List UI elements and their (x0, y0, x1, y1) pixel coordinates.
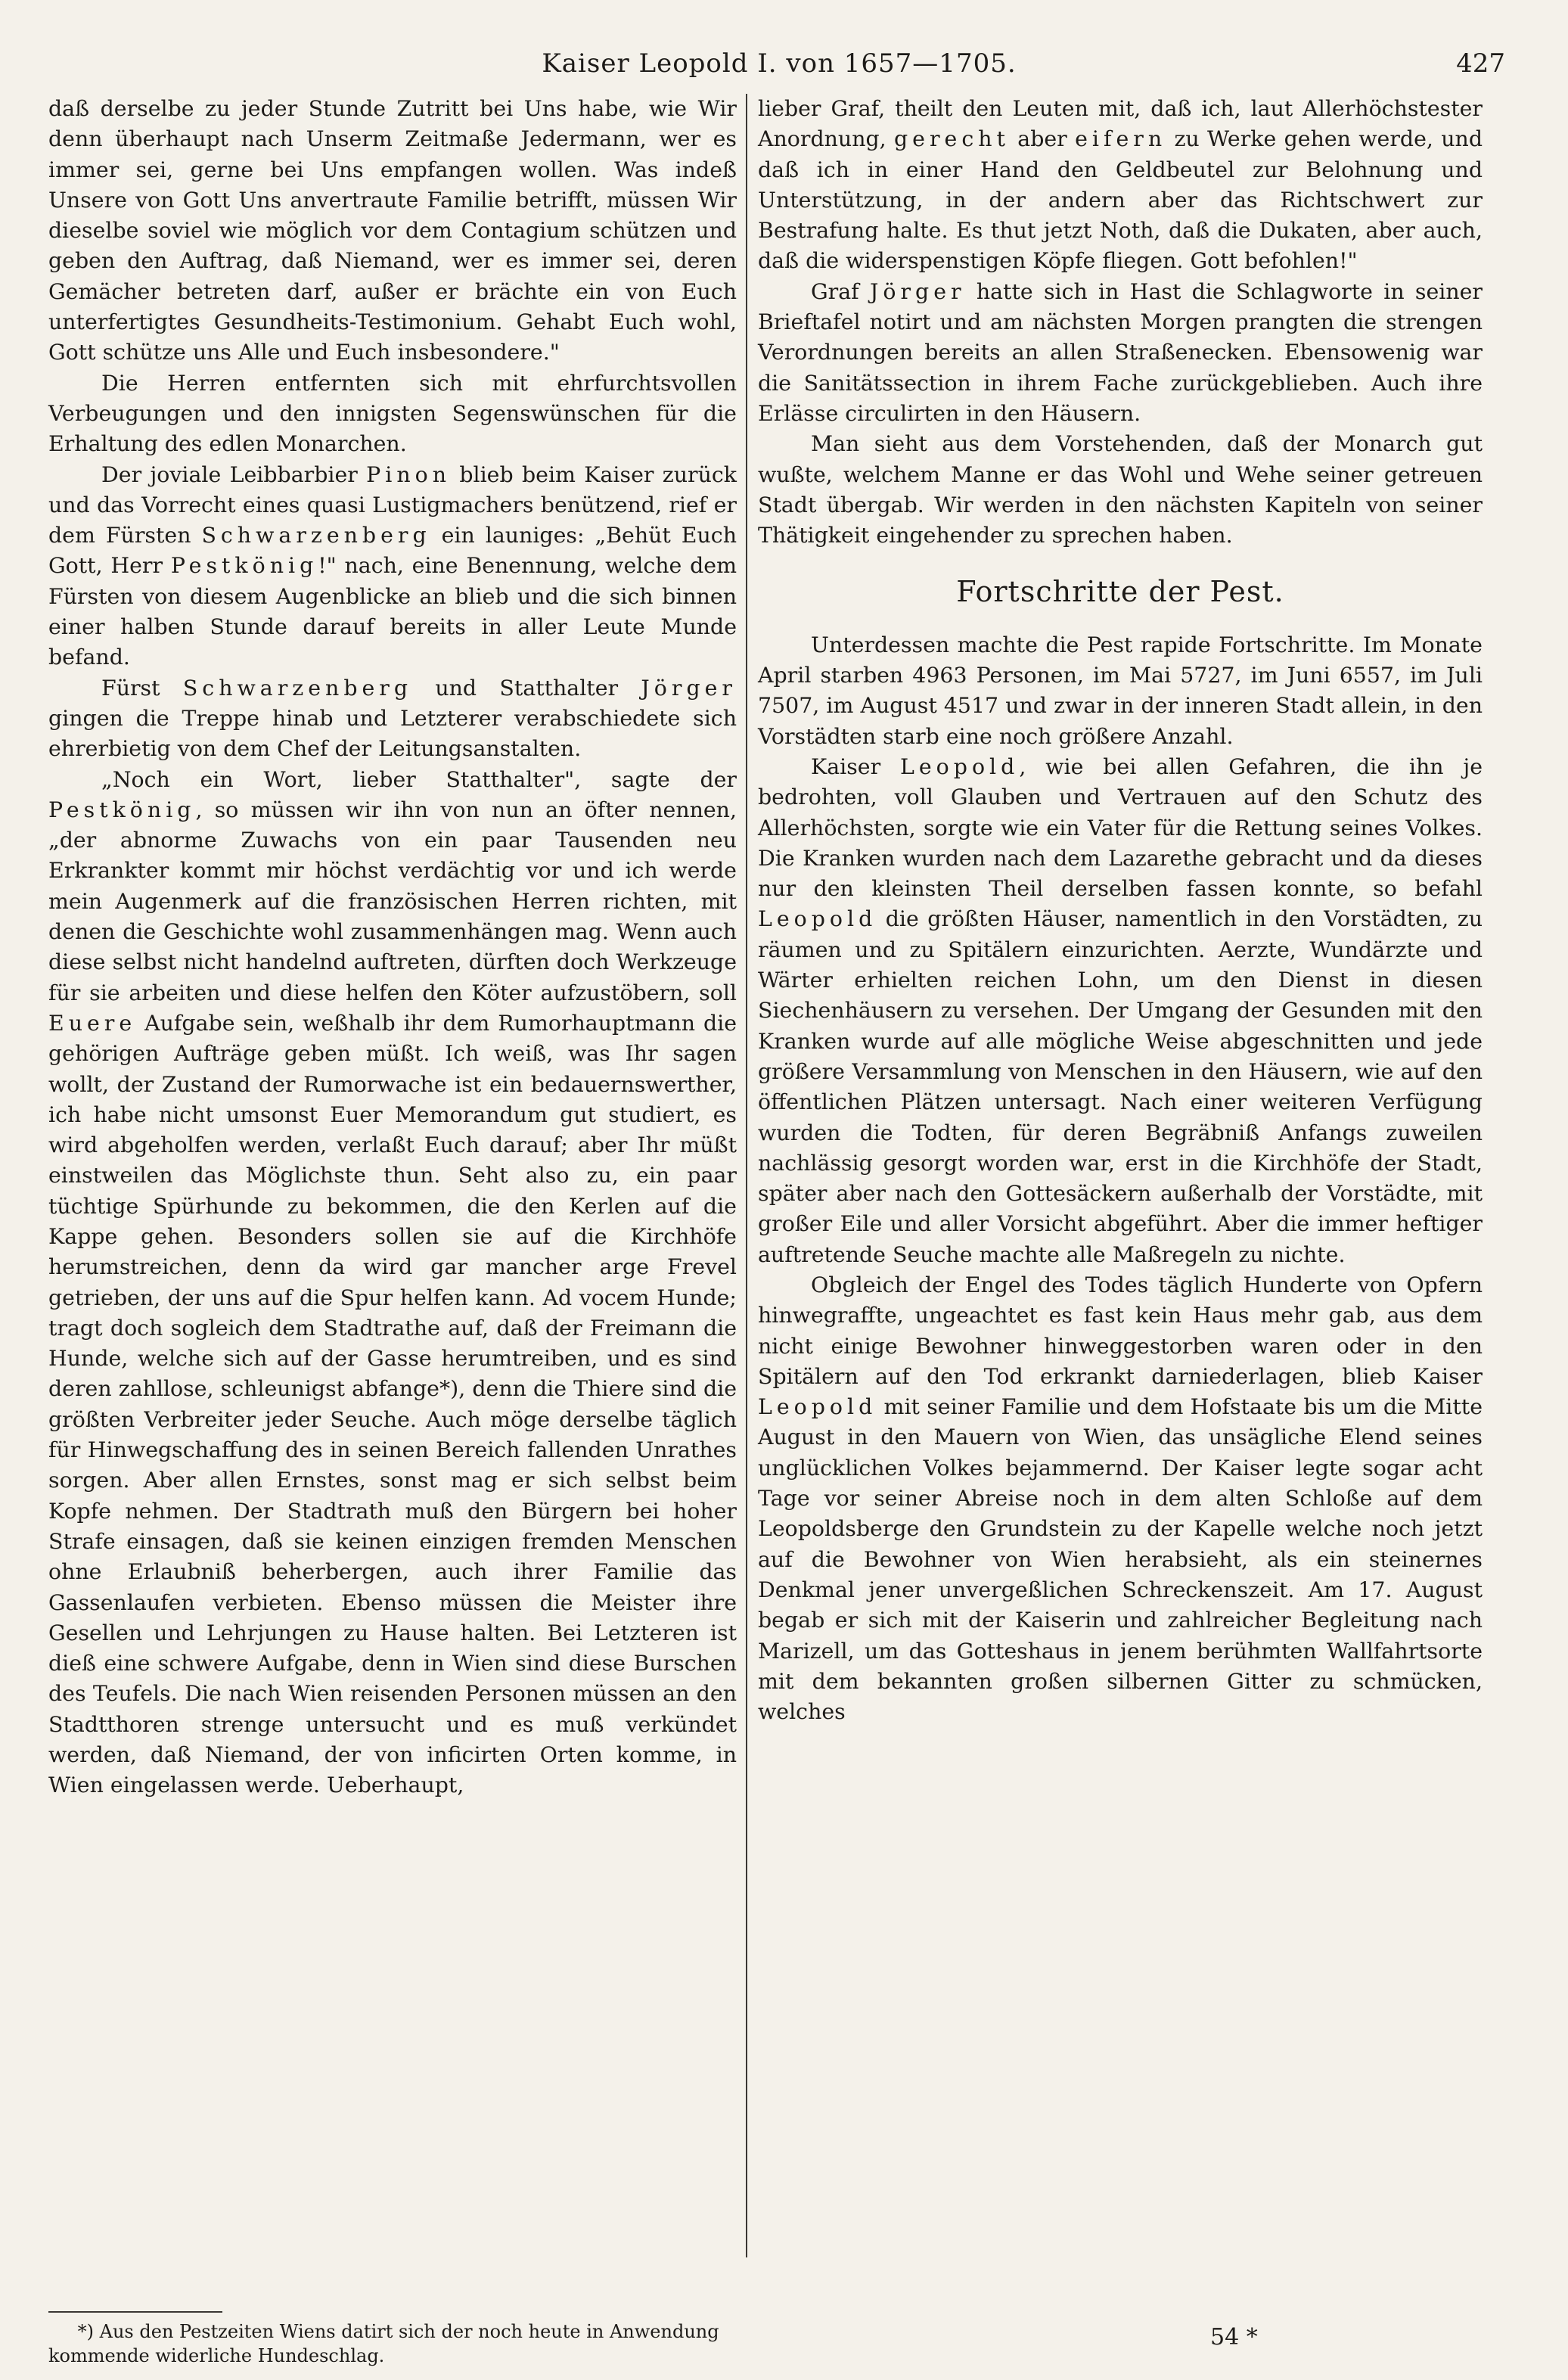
paragraph-text: , wie bei allen Gefahren, die ihn je bedrohten, voll Glauben und Vertrauen auf den Schutz des Allerhöchsten, sorgte wie ein Vater für die Rettung seines Volkes. Die Kranken wurden nach dem Lazarethe gebracht und da dieses nur den kleinsten Theil derselben fassen konnte, so befahl (758, 753, 1483, 902)
paragraph-text: lieber Graf, theilt den Leuten mit, daß ich, laut Allerhöchstester Anordnung, (758, 96, 1483, 152)
spaced-name: Pestkönig (170, 553, 318, 579)
paragraph-text: und Statthalter (412, 675, 641, 701)
paragraph-text: aber (1009, 126, 1076, 152)
spaced-name: Pestkönig (48, 797, 196, 822)
header-title: Kaiser Leopold I. von 1657—1705. (542, 48, 1017, 79)
paragraph-text: Obgleich der Engel des Todes täglich Hunderte von Opfern hinwegraffte, ungeachtet es fast kein Haus mehr gab, aus dem nicht einige Bewohner hinweggestorben waren oder in den Spitälern auf den Tod erkrankt darniederlagen, blieb Kaiser (758, 1272, 1483, 1389)
spaced-name: Jörger (869, 278, 966, 304)
column-divider (746, 94, 747, 2257)
spaced-name: Leopold (758, 906, 877, 932)
section-heading: Fortschritte der Pest. (956, 575, 1284, 609)
paragraph-text: Die Herren entfernten sich mit ehrfurchtsvollen Verbeugungen und den innigsten Segenswünschen für die Erhaltung des edlen Monarchen. (48, 370, 737, 457)
spaced-name: Leopold (900, 753, 1020, 779)
footnote (48, 2319, 737, 2368)
spaced-name: Schwarzenberg (182, 675, 413, 701)
footnote-rule (48, 2311, 222, 2313)
paragraph-text: mit seiner Familie und dem Hofstaate bis um die Mitte August in den Mauern von Wien, das unsägliche Elend seines unglücklichen Volkes bejammernd. Der Kaiser legte sogar acht Tage vor seiner Abreise noch in dem alten Schloße auf dem Leopoldsberge den Grundstein zu der Kapelle welche noch jetzt auf die Bewohner von Wien herabsieht, als ein steinernes Denkmal jener unvergeßlichen Schreckenszeit. Am 17. August begab er sich mit der Kaiserin und zahlreicher Begleitung nach Marizell, um das Gotteshaus in jenem berühmten Wallfahrtsorte mit dem bekannten großen silbernen Gitter zu schmücken, welches (758, 1394, 1483, 1725)
paragraph (758, 94, 1483, 277)
paragraph-text: , so müssen wir ihn von nun an öfter nennen, „der abnorme Zuwachs von ein paar Tausenden neu Erkrankter kommt mir höchst verdächtig vor und ich werde mein Augenmerk auf die französischen Herren richten, mit denen die Geschichte wohl zusammenhängen mag. Wenn auch diese selbst nicht handelnd auftreten, dürften doch Werkzeuge für sie arbeiten und diese helfen den Köter aufzustöbern, soll (48, 797, 737, 1005)
paragraph (48, 368, 737, 460)
spaced-name: Euere (48, 1010, 137, 1036)
spaced-name: Schwarzenberg (201, 523, 431, 548)
paragraph-text: hatte sich in Hast die Schlagworte in seiner Brieftafel notirt und am nächsten Morgen prangten die strengen Verordnungen bereits an allen Straßenecken. Ebensowenig war die Sanitätssection in ihrem Fache zurückgeblieben. Auch ihre Erlässe circulirten in den Häusern. (758, 278, 1483, 426)
paragraph: Man sieht aus dem Vorstehenden, daß der Monarch gut wußte, welchem Manne er das Wohl und Wehe seiner getreuen Stadt übergab. Wir werden in den nächsten Kapiteln von seiner Thätigkeit eingehender zu sprechen haben. (758, 431, 1483, 548)
running-header (45, 48, 1513, 86)
spaced-name: Jörger (641, 675, 737, 701)
paragraph-text: Graf (811, 278, 870, 304)
paragraph-text: Aufgabe sein, weßhalb ihr dem Rumorhauptmann die gehörigen Aufträge geben müßt. Ich weiß, was Ihr sagen wollt, der Zustand der Rumorwache ist ein bedauernswerther, ich habe nicht umsonst Euer Memorandum gut studiert, es wird abgeholfen werden, verlaßt Euch darauf; aber Ihr müßt einstweilen das Möglichste thun. Seht also zu, ein paar tüchtige Spürhunde zu bekommen, die den Kerlen auf die Kappe gehen. Besonders sollen sie auf die Kirchhöfe herumstreichen, denn da wird gar mancher arge Frevel getrieben, der uns auf die Spur helfen kann. Ad vocem Hunde; tragt doch sogleich dem Stadtrathe auf, daß der Freimann die Hunde, welche sich auf der Gasse herumtreiben, und es sind deren zahllose, schleunigst abfange*), denn die Thiere sind die größten Verbreiter jeder Seuche. Auch möge derselbe täglich für Hinwegschaffung des in seinen Bereich fallenden Unrathes sorgen. Aber allen Ernstes, sonst mag er sich selbst beim Kopfe nehmen. Der Stadtrath muß den Bürgern bei hoher Strafe einsagen, daß sie keinen einzigen fremden Menschen ohne Erlaubniß beherbergen, auch ihrer Familie das Gassenlaufen verbieten. Ebenso müssen die Meister ihre Gesellen und Lehrjungen zu Hause halten. Bei Letzteren ist dieß eine schwere Aufgabe, denn in Wien sind diese Burschen des Teufels. Die nach Wien reisenden Personen müssen an den Stadtthoren strenge untersucht und es muß verkündet werden, daß Niemand, der von inficirten Orten komme, in Wien eingelassen werde. Ueberhaupt, (48, 1010, 737, 1798)
paragraph-text: Fürst (101, 675, 183, 701)
paragraph: daß derselbe zu jeder Stunde Zutritt bei Uns habe, wie Wir denn überhaupt nach Unserm Zeitmaße Jedermann, wer es immer sei, gerne bei Uns empfangen wollen. Was indeß Unsere von Gott Uns anvertraute Familie betrifft, müssen Wir dieselbe soviel wie möglich vor dem Contagium schützen und geben den Auftrag, daß Niemand, wer es immer sei, deren Gemächer betreten darf, außer er brächte ein von Euch unterfertigtes Gesundheits-Testimonium. Gehabt Euch wohl, Gott schütze uns Alle und Euch insbesondere." (48, 96, 737, 365)
paragraph (48, 673, 737, 765)
spaced-name: Leopold (758, 1394, 877, 1420)
paragraph-text: blieb beim Kaiser zurück und das Vorrecht eines quasi Lustigmachers benützend, rief er dem Fürsten (48, 461, 737, 548)
footnote-text: Aus den Pestzeiten Wiens datirt sich der noch heute in Anwendung kommende widerliche Hundeschlag. (48, 2321, 719, 2366)
paragraph (48, 765, 737, 1801)
paragraph-text: gingen die Treppe hinab und Letzterer verabschiedete sich ehrerbietig von dem Chef der Leitungsanstalten. (48, 705, 737, 762)
paragraph (758, 1270, 1483, 1727)
spaced-emphasis: gerecht (894, 126, 1010, 152)
paragraph (758, 277, 1483, 429)
paragraph-text: zu Werke gehen werde, und daß ich in einer Hand den Geldbeutel zur Belohnung und Unterstützung, in der andern aber das Richtschwert zur Bestrafung halte. Es thut jetzt Noth, daß die Dukaten, aber auch, daß die widerspenstigen Köpfe fliegen. Gott befohlen!" (758, 126, 1483, 274)
paragraph (758, 752, 1483, 1270)
spaced-name: Pinon (366, 461, 452, 487)
paragraph (48, 460, 737, 673)
right-column (758, 94, 1483, 1727)
paragraph-text: die größten Häuser, namentlich in den Vorstädten, zu räumen und zu Spitälern einzurichten. Aerzte, Wundärzte und Wärter erhielten reichen Lohn, um den Dienst in diesen Siechenhäusern zu versehen. Der Umgang der Gesunden mit den Kranken wurde auf alle mögliche Weise abgeschnitten und jede größere Versammlung von Menschen in den Häusern, wie auf den öffentlichen Plätzen untersagt. Nach einer weiteren Verfügung wurden die Todten, für deren Begräbniß Anfangs zuweilen nachlässig gesorgt worden war, erst in die Kirchhöfe der Stadt, später aber nach den Gottesäckern außerhalb der Vorstädte, mit großer Eile und aller Vorsicht abgeführt. Aber die immer heftiger auftretende Seuche machte alle Maßregeln zu nichte. (758, 906, 1483, 1267)
spaced-emphasis: eifern (1075, 126, 1167, 152)
paragraph-text: „Noch ein Wort, lieber Statthalter", sagte der (101, 766, 737, 792)
paragraph-text: !" nach, eine Benennung, welche dem Fürsten von diesem Augenblicke an blieb und die sich binnen einer halben Stunde darauf bereits in aller Leute Munde befand. (48, 553, 737, 670)
signature-mark: 54 * (1210, 2324, 1258, 2350)
paragraph-text: ein launiges: „Behüt Euch Gott, Herr (48, 523, 737, 579)
footnote-mark: *) (77, 2321, 94, 2342)
paragraph-text: Kaiser (811, 753, 901, 779)
paragraph-text: Der joviale Leibbarbier (101, 461, 367, 487)
paragraph: Unterdessen machte die Pest rapide Fortschritte. Im Monate April starben 4963 Personen, im Mai 5727, im Juni 6557, im Juli 7507, im August 4517 und zwar in der inneren Stadt allein, in den Vorstädten starb eine noch größere Anzahl. (758, 632, 1483, 749)
left-column (48, 94, 737, 1801)
page-number: 427 (1456, 48, 1505, 79)
